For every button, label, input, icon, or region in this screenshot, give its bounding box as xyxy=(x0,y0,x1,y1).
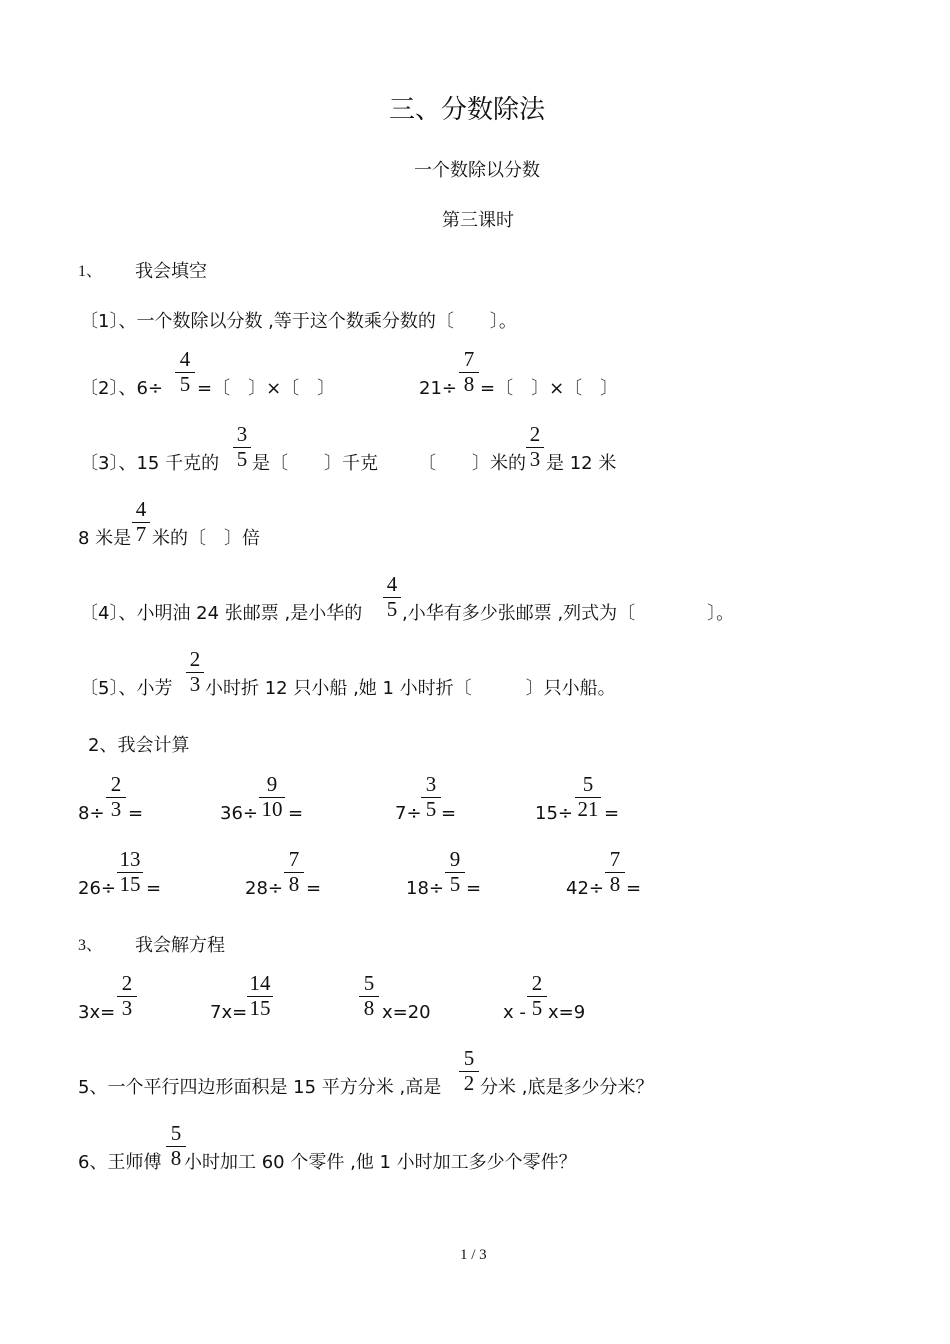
page-title: 三、分数除法 xyxy=(389,95,546,125)
calc-1-post: = xyxy=(128,803,144,824)
calc-3-pre: 7÷ xyxy=(395,803,422,824)
q3c-post: 米的〔 〕倍 xyxy=(152,528,260,549)
calc-5-numerator: 13 xyxy=(119,847,141,871)
worker-question-pre: 6、王师傅 xyxy=(78,1152,162,1173)
q2b-fraction xyxy=(459,349,479,395)
lesson-label: 第三课时 xyxy=(442,210,514,231)
eq-1-numerator: 2 xyxy=(121,971,133,995)
calc-3-numerator: 3 xyxy=(425,772,437,796)
calc-2-pre: 36÷ xyxy=(220,803,258,824)
q2a-denominator: 5 xyxy=(179,372,191,396)
section3-number: 3、 xyxy=(78,937,103,954)
calc-7-post: = xyxy=(466,878,482,899)
calc-6-denominator: 8 xyxy=(288,872,300,896)
worker-question-numerator: 5 xyxy=(170,1121,182,1145)
eq-3-post: x=20 xyxy=(382,1002,431,1023)
q5-pre: 〔5〕、小芳 xyxy=(80,678,173,699)
q3a-pre: 〔3〕、15 千克的 xyxy=(80,453,220,474)
calc-7-numerator: 9 xyxy=(449,847,461,871)
area-question-post: 分米 ,底是多少分米？ xyxy=(480,1077,654,1098)
calc-3-denominator: 5 xyxy=(425,797,437,821)
area-question-pre: 5、一个平行四边形面积是 15 平方分米 ,高是 xyxy=(78,1077,442,1098)
q2b-pre: 21÷ xyxy=(419,378,457,399)
q3b-fraction xyxy=(526,424,544,470)
page-number: 1 / 3 xyxy=(460,1247,487,1263)
eq-1-fraction xyxy=(117,973,137,1019)
section2-heading: 2、我会计算 xyxy=(88,735,190,756)
q4-fraction xyxy=(383,574,401,620)
calc-7-denominator: 5 xyxy=(449,872,461,896)
eq-4-denominator: 5 xyxy=(531,996,543,1020)
q2b-denominator: 8 xyxy=(463,372,475,396)
area-question-numerator: 5 xyxy=(463,1046,475,1070)
q2b-post: =〔 〕×〔 〕 xyxy=(480,378,619,399)
calc-5-post: = xyxy=(146,878,162,899)
calc-3-fraction xyxy=(421,774,441,820)
section3-heading: 我会解方程 xyxy=(135,935,225,956)
calc-5-fraction xyxy=(117,849,143,895)
calc-7-fraction xyxy=(445,849,465,895)
calc-1-fraction xyxy=(106,774,126,820)
calc-2-denominator: 10 xyxy=(261,797,283,821)
q3c-numerator: 4 xyxy=(135,497,147,521)
calc-4-denominator: 21 xyxy=(577,797,599,821)
q5-numerator: 2 xyxy=(189,647,201,671)
area-question-denominator: 2 xyxy=(463,1071,475,1095)
q3a-post: 是〔 〕千克 xyxy=(252,453,378,474)
calc-8-post: = xyxy=(626,878,642,899)
q5-denominator: 3 xyxy=(189,672,201,696)
q3c-pre: 8 米是 xyxy=(78,528,132,549)
q3c-fraction xyxy=(132,499,150,545)
q2a-pre: 〔2〕、6÷ xyxy=(80,378,163,399)
q2a-numerator: 4 xyxy=(179,347,191,371)
area-question-fraction xyxy=(459,1048,479,1094)
calc-4-pre: 15÷ xyxy=(535,803,573,824)
q3a-fraction xyxy=(233,424,251,470)
calc-6-post: = xyxy=(306,878,322,899)
calc-6-fraction xyxy=(284,849,304,895)
worker-question-post: 小时加工 60 个零件 ,他 1 小时加工多少个零件？ xyxy=(184,1152,577,1173)
q1-text: 〔1〕、一个数除以分数 ,等于这个数乘分数的〔 〕。 xyxy=(80,311,517,332)
q2a-fraction xyxy=(175,349,195,395)
q3b-pre: 〔 〕米的 xyxy=(418,453,526,474)
worker-question-fraction xyxy=(166,1123,186,1169)
q3b-post: 是 12 米 xyxy=(546,453,617,474)
q4-post: ,小华有多少张邮票 ,列式为〔 〕。 xyxy=(402,603,735,624)
calc-2-fraction xyxy=(259,774,285,820)
calc-8-fraction xyxy=(605,849,625,895)
eq-1-pre: 3x= xyxy=(78,1002,116,1023)
calc-8-pre: 42÷ xyxy=(566,878,604,899)
eq-3-fraction xyxy=(359,973,379,1019)
worker-question-denominator: 8 xyxy=(170,1146,182,1170)
eq-4-post: x=9 xyxy=(548,1002,586,1023)
calc-1-pre: 8÷ xyxy=(78,803,105,824)
calc-5-denominator: 15 xyxy=(119,872,141,896)
q3c-denominator: 7 xyxy=(135,522,147,546)
calc-8-denominator: 8 xyxy=(609,872,621,896)
section1-number: 1、 xyxy=(78,263,103,280)
calc-6-numerator: 7 xyxy=(288,847,300,871)
calc-4-post: = xyxy=(604,803,620,824)
page-subtitle: 一个数除以分数 xyxy=(414,160,540,181)
q3b-denominator: 3 xyxy=(529,447,541,471)
calc-1-numerator: 2 xyxy=(110,772,122,796)
q2a-post: =〔 〕×〔 〕 xyxy=(197,378,336,399)
calc-4-fraction xyxy=(575,774,601,820)
calc-4-numerator: 5 xyxy=(582,772,594,796)
q5-fraction xyxy=(186,649,204,695)
q3b-numerator: 2 xyxy=(529,422,541,446)
calc-2-post: = xyxy=(288,803,304,824)
calc-5-pre: 26÷ xyxy=(78,878,116,899)
eq-2-numerator: 14 xyxy=(249,971,271,995)
eq-2-pre: 7x= xyxy=(210,1002,248,1023)
eq-3-denominator: 8 xyxy=(363,996,375,1020)
calc-1-denominator: 3 xyxy=(110,797,122,821)
eq-3-numerator: 5 xyxy=(363,971,375,995)
calc-8-numerator: 7 xyxy=(609,847,621,871)
q4-denominator: 5 xyxy=(386,597,398,621)
q3a-denominator: 5 xyxy=(236,447,248,471)
section1-heading: 我会填空 xyxy=(135,261,207,282)
eq-4-pre: x - xyxy=(503,1002,526,1023)
calc-3-post: = xyxy=(441,803,457,824)
calc-2-numerator: 9 xyxy=(266,772,278,796)
eq-4-numerator: 2 xyxy=(531,971,543,995)
q2b-numerator: 7 xyxy=(463,347,475,371)
eq-2-fraction xyxy=(247,973,273,1019)
eq-2-denominator: 15 xyxy=(249,996,271,1020)
calc-7-pre: 18÷ xyxy=(406,878,444,899)
calc-6-pre: 28÷ xyxy=(245,878,283,899)
q3a-numerator: 3 xyxy=(236,422,248,446)
eq-1-denominator: 3 xyxy=(121,996,133,1020)
eq-4-fraction xyxy=(527,973,547,1019)
q4-numerator: 4 xyxy=(386,572,398,596)
q4-pre: 〔4〕、小明油 24 张邮票 ,是小华的 xyxy=(80,603,363,624)
q5-post: 小时折 12 只小船 ,她 1 小时折〔 〕只小船。 xyxy=(205,678,616,699)
